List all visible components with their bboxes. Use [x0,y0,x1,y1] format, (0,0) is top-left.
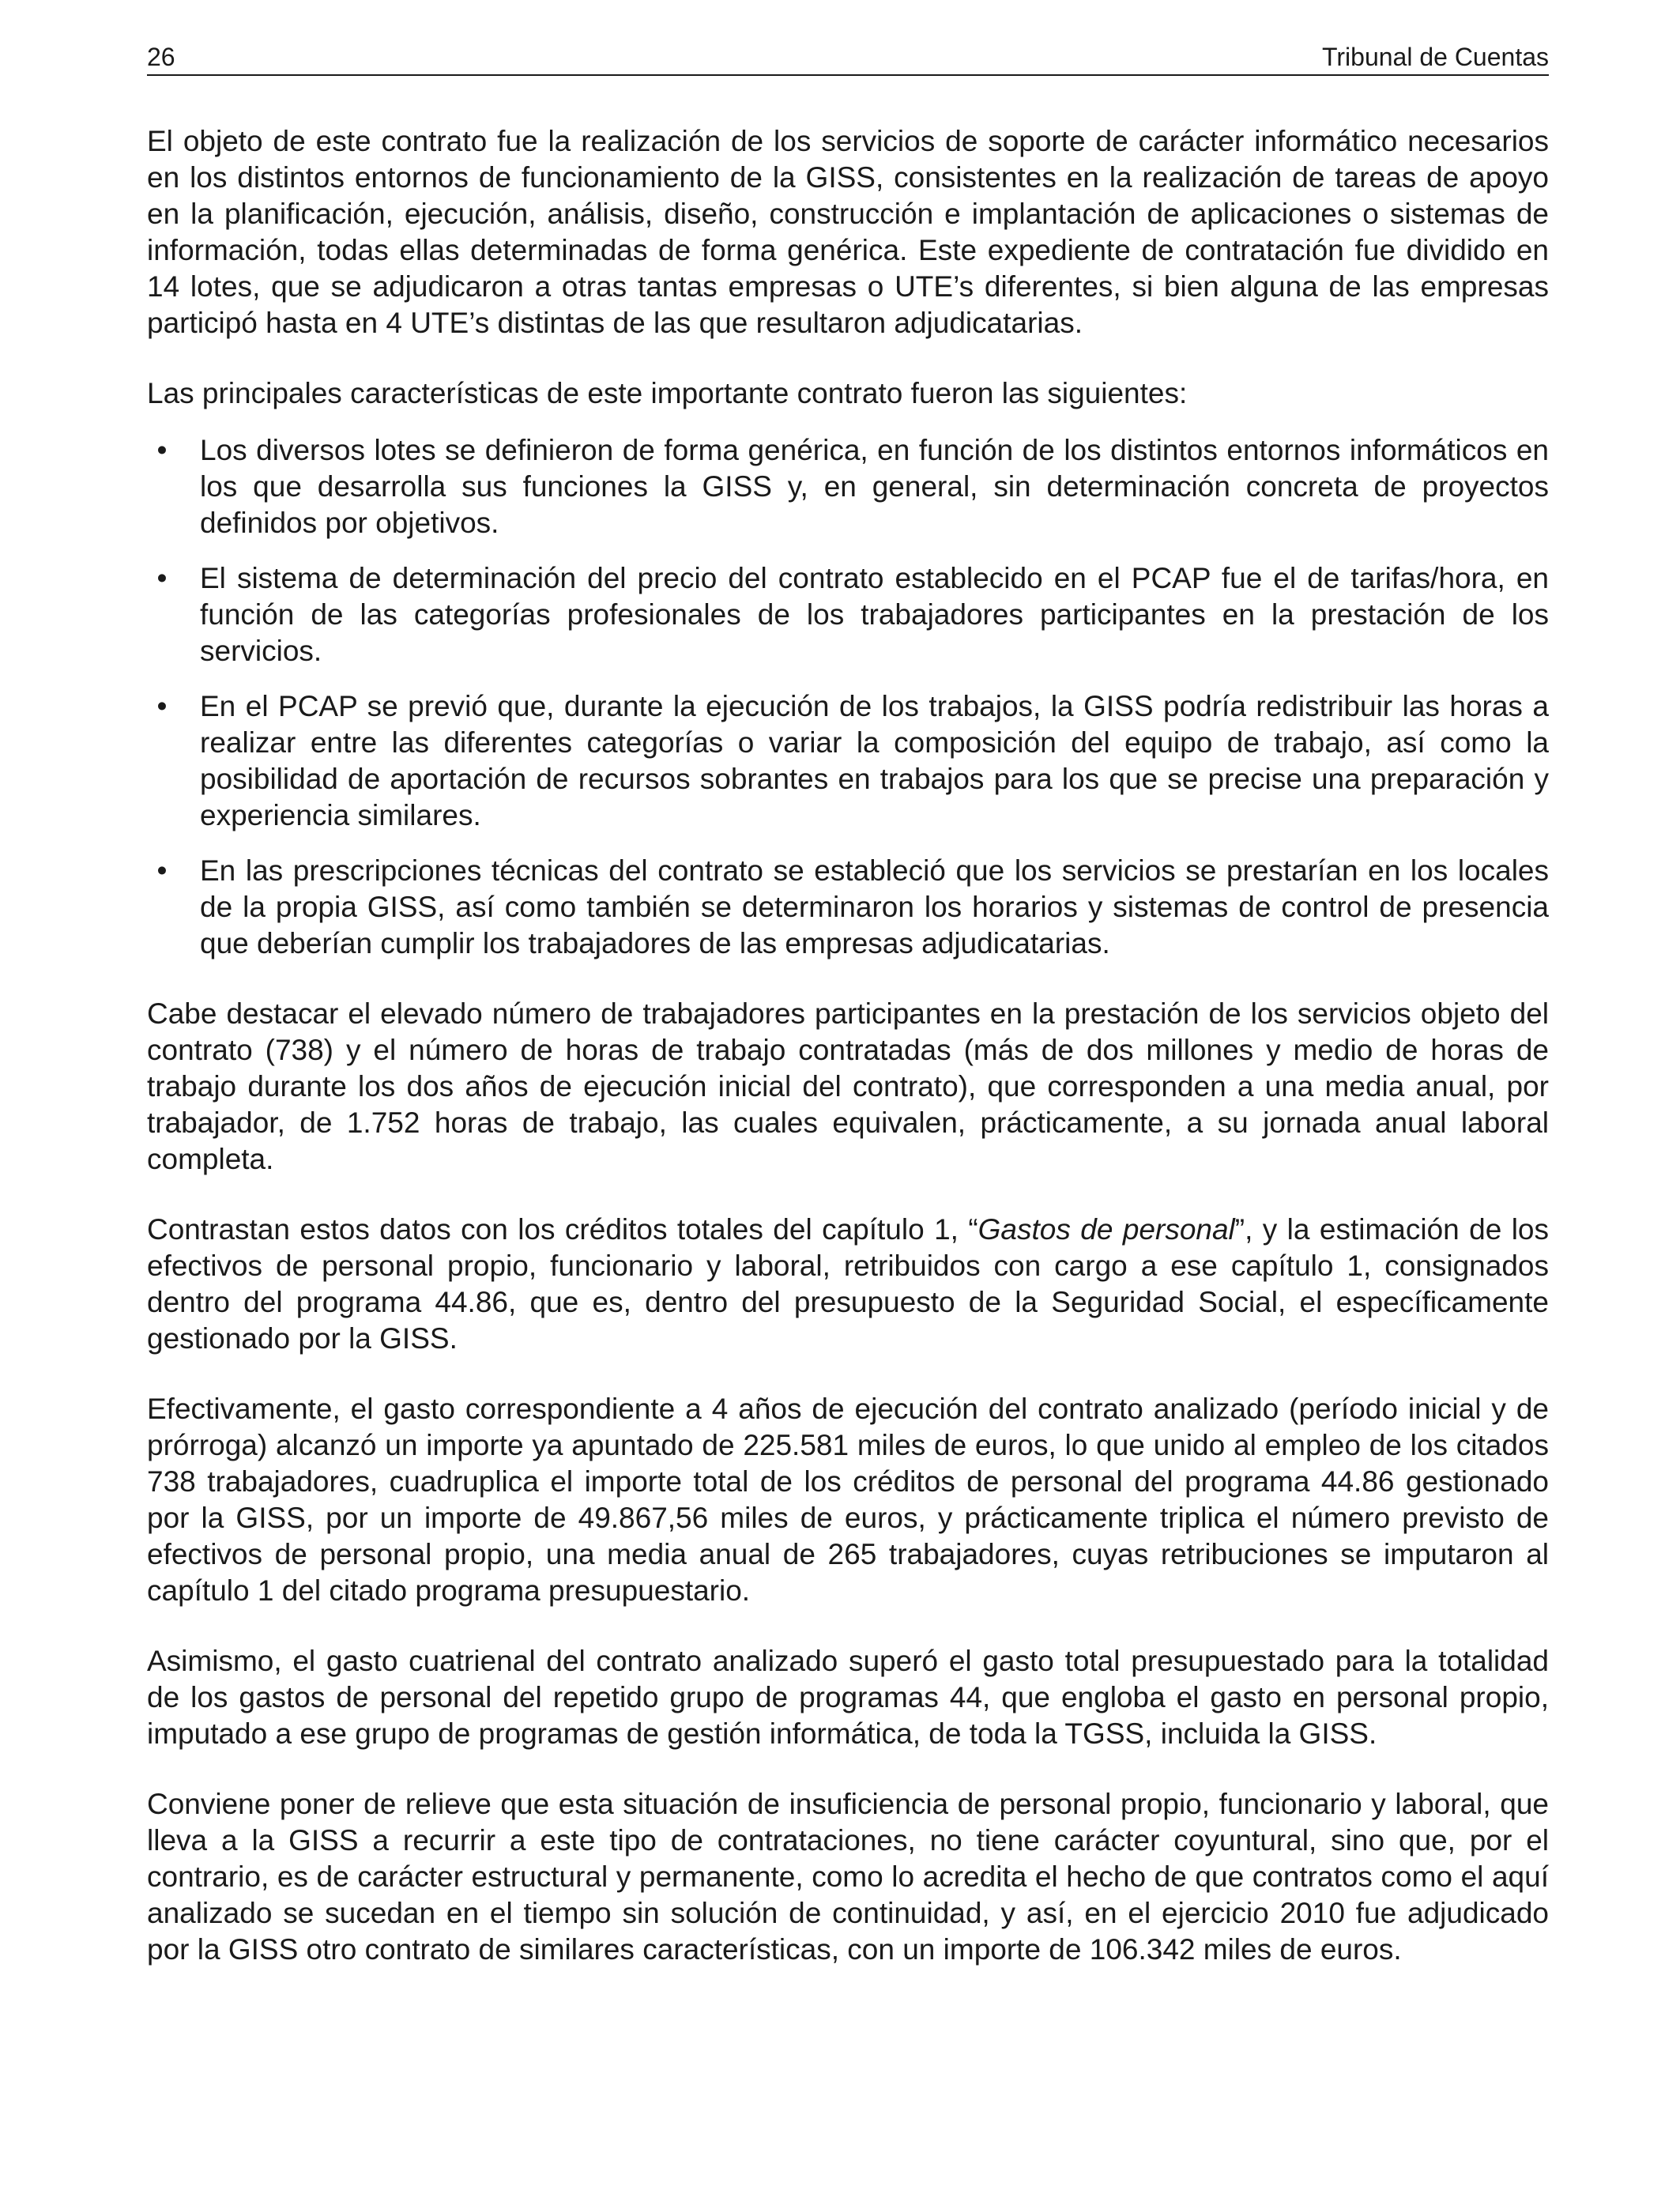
bullet-icon: • [156,854,168,887]
list-item [147,853,1549,962]
characteristics-list [147,432,1549,962]
paragraph-expenditure: Efectivamente, el gasto correspondiente a 4 años de ejecución del contrato analizado (período inicial y de prórroga) alcanzó un importe ya apuntado de 225.581 miles de euros, lo que unido al empleo de los citados 738 trabajadores, cuadruplica el importe total de los créditos de personal del programa 44.86 gestionado por la GISS, por un importe de 49.867,56 miles de euros, y prácticamente triplica el número previsto de efectivos de personal propio, una media anual de 265 trabajadores, cuyas retribuciones se imputaron al capítulo 1 del citado programa presupuestario. [147,1393,1549,1607]
list-item [147,432,1549,541]
page-header [147,41,1549,76]
page-number: 26 [147,43,175,71]
paragraph-credits-text-after: ”, y la estimación de los efectivos de personal propio, funcionario y laboral, retribuidos con cargo a ese capítulo 1, consignados dentro del programa 44.86, que es, dentro del presupuesto de la Seguridad Social, el específicamente gestionado por la GISS. [147,1213,1549,1355]
bullet-icon: • [156,690,168,722]
list-item-text: Los diversos lotes se definieron de forma genérica, en función de los distintos entornos informáticos en los que desarrolla sus funciones la GISS y, en general, sin determinación concreta de proyectos definidos por objetivos. [200,434,1549,539]
running-title: Tribunal de Cuentas [1322,43,1549,71]
document-body [147,123,1549,2002]
list-item-text: El sistema de determinación del precio del contrato establecido en el PCAP fue el de tarifas/hora, en función de las categorías profesionales de los trabajadores participantes en la prestación de los servicios. [200,562,1549,667]
paragraph-characteristics-intro: Las principales características de este importante contrato fueron las siguientes: [147,377,1188,409]
paragraph-contract-object: El objeto de este contrato fue la realización de los servicios de soporte de carácter informático necesarios en los distintos entornos de funcionamiento de la GISS, consistentes en la realización de tareas de apoyo en la planificación, ejecución, análisis, diseño, construcción e implantación de aplicaciones o sistemas de información, todas ellas determinadas de forma genérica. Este expediente de contratación fue dividido en 14 lotes, que se adjudicaron a otras tantas empresas o UTE’s diferentes, si bien alguna de las empresas participó hasta en 4 UTE’s distintas de las que resultaron adjudicatarias. [147,125,1549,339]
bullet-icon: • [156,562,168,594]
list-item-text: En el PCAP se previó que, durante la ejecución de los trabajos, la GISS podría redistribuir las horas a realizar entre las diferentes categorías o variar la composición del equipo de trabajo, así como la posibilidad de aportación de recursos sobrantes en trabajos para los que se precise una preparación y experiencia similares. [200,690,1549,831]
list-item [147,560,1549,669]
paragraph-workers: Cabe destacar el elevado número de trabajadores participantes en la prestación de los servicios objeto del contrato (738) y el número de horas de trabajo contratadas (más de dos millones y medio de horas de trabajo durante los dos años de ejecución inicial del contrato), que corresponden a una media anual, por trabajador, de 1.752 horas de trabajo, las cuales equivalen, prácticamente, a su jornada anual laboral completa. [147,997,1549,1175]
paragraph-quadrennial: Asimismo, el gasto cuatrienal del contrato analizado superó el gasto total presupuestado para la totalidad de los gastos de personal del repetido grupo de programas 44, que engloba el gasto en personal propio, imputado a ese grupo de programas de gestión informática, de toda la TGSS, incluida la GISS. [147,1645,1549,1750]
list-item [147,688,1549,834]
paragraph-credits-emphasis: Gastos de personal [977,1213,1235,1246]
list-item-text: En las prescripciones técnicas del contrato se estableció que los servicios se prestarían en los locales de la propia GISS, así como también se determinaron los horarios y sistemas de control de presencia que deberían cumplir los trabajadores de las empresas adjudicatarias. [200,854,1549,959]
paragraph-credits-text-before: Contrastan estos datos con los créditos totales del capítulo 1, “ [147,1213,978,1246]
bullet-icon: • [156,434,168,466]
paragraph-credits [147,1212,1549,1357]
paragraph-conclusion: Conviene poner de relieve que esta situación de insuficiencia de personal propio, funcionario y laboral, que lleva a la GISS a recurrir a este tipo de contrataciones, no tiene carácter coyuntural, sino que, por el contrario, es de carácter estructural y permanente, como lo acredita el hecho de que contratos como el aquí analizado se sucedan en el tiempo sin solución de continuidad, y así, en el ejercicio 2010 fue adjudicado por la GISS otro contrato de similares características, con un importe de 106.342 miles de euros. [147,1788,1549,1966]
